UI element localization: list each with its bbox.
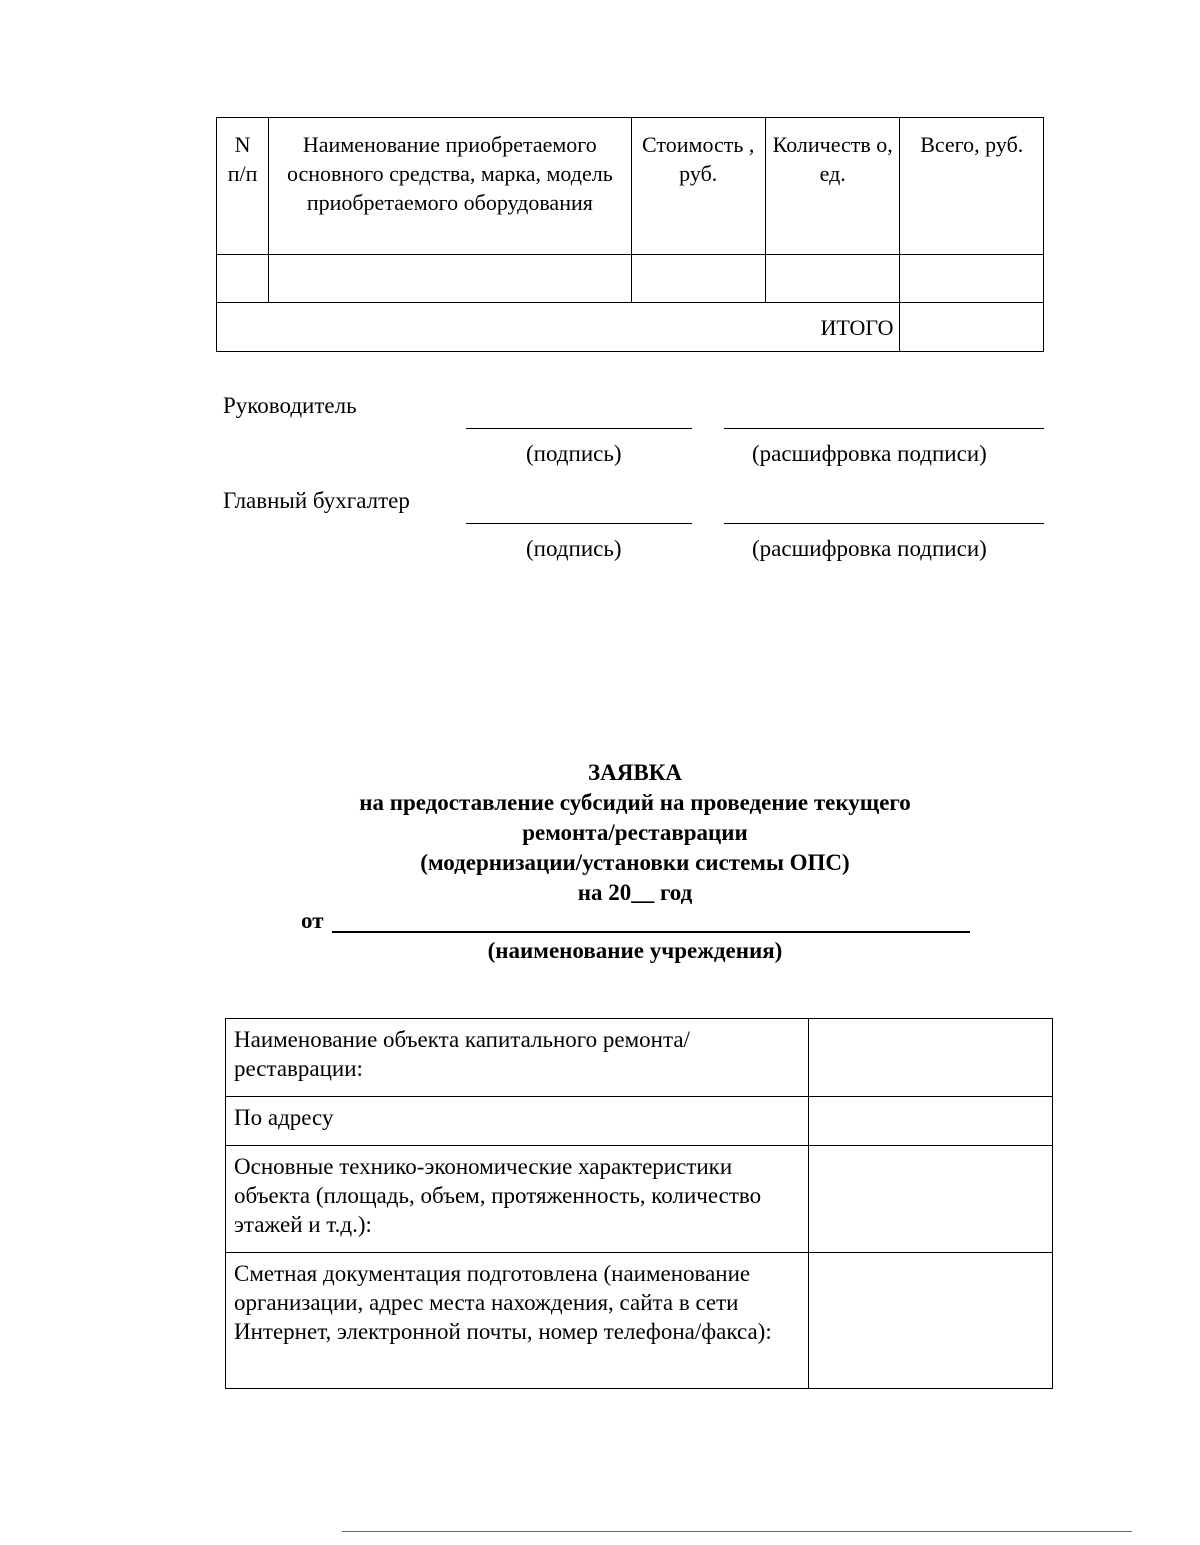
table-row [217, 255, 1044, 303]
object-name-label: Наименование объекта капитального ремонта/реставрации: [226, 1019, 809, 1097]
total-value-cell [900, 303, 1044, 352]
head-decoding-caption: (расшифровка подписи) [752, 441, 987, 466]
head-decoding-line [724, 428, 1044, 429]
application-year-line: на 20__ год [577, 880, 693, 905]
table-row [226, 1097, 1053, 1146]
address-label: По адресу [226, 1097, 809, 1146]
total-label: ИТОГО [217, 303, 900, 352]
address-value [808, 1097, 1052, 1146]
empty-cell [765, 255, 899, 303]
accountant-decoding-line [724, 523, 1044, 524]
scan-edge-line [342, 1531, 1132, 1532]
table-row [226, 1019, 1053, 1097]
empty-cell [217, 255, 269, 303]
application-line-1: на предоставление субсидий на проведение текущего [359, 790, 911, 815]
accountant-label: Главный бухгалтер [223, 488, 410, 513]
accountant-decoding-caption: (расшифровка подписи) [752, 536, 987, 561]
empty-cell [269, 255, 631, 303]
from-label: от [301, 908, 324, 933]
accountant-signature-line [466, 523, 692, 524]
characteristics-value [808, 1146, 1052, 1253]
institution-line [332, 931, 970, 933]
accountant-signature-caption: (подпись) [526, 536, 622, 561]
equipment-table-header-row [217, 118, 1044, 255]
header-num: N п/п [217, 118, 269, 255]
header-qty: Количеств о, ед. [765, 118, 899, 255]
application-title: ЗАЯВКА [588, 760, 682, 785]
equipment-table [216, 117, 1044, 352]
head-label: Руководитель [223, 393, 357, 418]
application-line-3: (модернизации/установки системы ОПС) [420, 850, 850, 875]
header-cost: Стоимость , руб. [631, 118, 765, 255]
empty-cell [631, 255, 765, 303]
head-signature-caption: (подпись) [526, 441, 622, 466]
estimate-docs-value [808, 1253, 1052, 1389]
head-signature-line [466, 428, 692, 429]
institution-caption: (наименование учреждения) [487, 938, 783, 963]
total-row [217, 303, 1044, 352]
header-name: Наименование приобретаемого основного средства, марка, модель приобретаемого оборудования [269, 118, 631, 255]
object-table [225, 1018, 1053, 1389]
application-line-2: ремонта/реставрации [522, 820, 748, 845]
characteristics-label: Основные технико-экономические характеристики объекта (площадь, объем, протяженность, количество этажей и т.д.): [226, 1146, 809, 1253]
estimate-docs-label: Сметная документация подготовлена (наименование организации, адрес места нахождения, сайта в сети Интернет, электронной почты, номер телефона/факса): [226, 1253, 809, 1389]
header-total: Всего, руб. [900, 118, 1044, 255]
object-name-value [808, 1019, 1052, 1097]
table-row [226, 1253, 1053, 1389]
table-row [226, 1146, 1053, 1253]
empty-cell [900, 255, 1044, 303]
